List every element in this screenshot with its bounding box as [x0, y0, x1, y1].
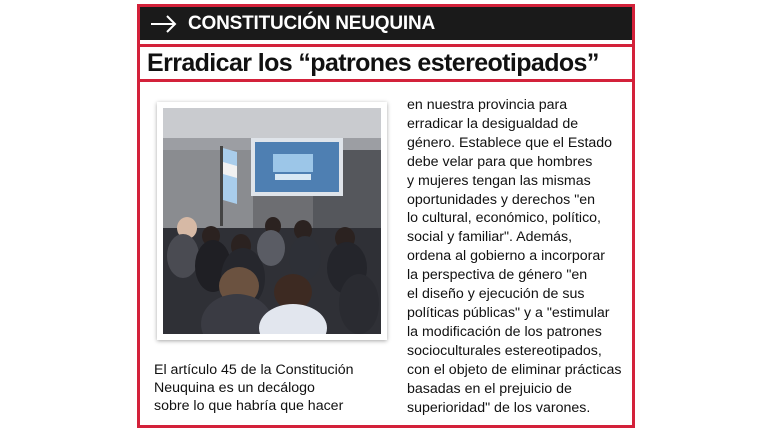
body-line: políticas públicas" y a "estimular — [407, 304, 610, 321]
caption-line: sobre lo que habría que hacer — [154, 398, 344, 415]
body-line: género. Establece que el Estado — [407, 134, 613, 151]
headline-bar — [140, 44, 632, 82]
body-line: la modificación de los patrones — [407, 323, 602, 340]
conference-photo — [163, 108, 381, 334]
article-frame — [137, 4, 635, 428]
body-line: socioculturales estereotipados, — [407, 342, 602, 359]
caption-line: El artículo 45 de la Constitución — [154, 362, 354, 378]
headline: Erradicar los “patrones estereotipados” — [147, 49, 599, 77]
body-line: erradicar la desigualdad de — [407, 115, 579, 132]
body-line: basadas en el prejuicio de — [407, 380, 572, 397]
body-line: la perspectiva de género "en — [407, 267, 588, 284]
body-line: en nuestra provincia para — [407, 97, 568, 113]
body-line: social y familiar". Además, — [407, 229, 573, 246]
section-kicker — [140, 7, 632, 40]
article-body — [407, 96, 633, 417]
section-label: CONSTITUCIÓN NEUQUINA — [188, 12, 436, 34]
body-line: superioridad" de los varones. — [407, 399, 591, 416]
body-line: oportunidades y derechos "en — [407, 191, 596, 208]
body-line: ordena al gobierno a incorporar — [407, 248, 605, 265]
body-line: lo cultural, económico, político, — [407, 210, 601, 227]
body-line: el diseño y ejecución de sus — [407, 286, 585, 303]
arrow-right-icon — [150, 7, 180, 40]
body-line: con el objeto de eliminar prácticas — [407, 361, 622, 378]
photo-caption — [154, 361, 394, 416]
body-line: debe velar para que hombres — [407, 153, 593, 170]
body-line: y mujeres tengan las mismas — [407, 172, 591, 189]
caption-line: Neuquina es un decálogo — [154, 380, 315, 397]
photo-card — [157, 102, 387, 340]
